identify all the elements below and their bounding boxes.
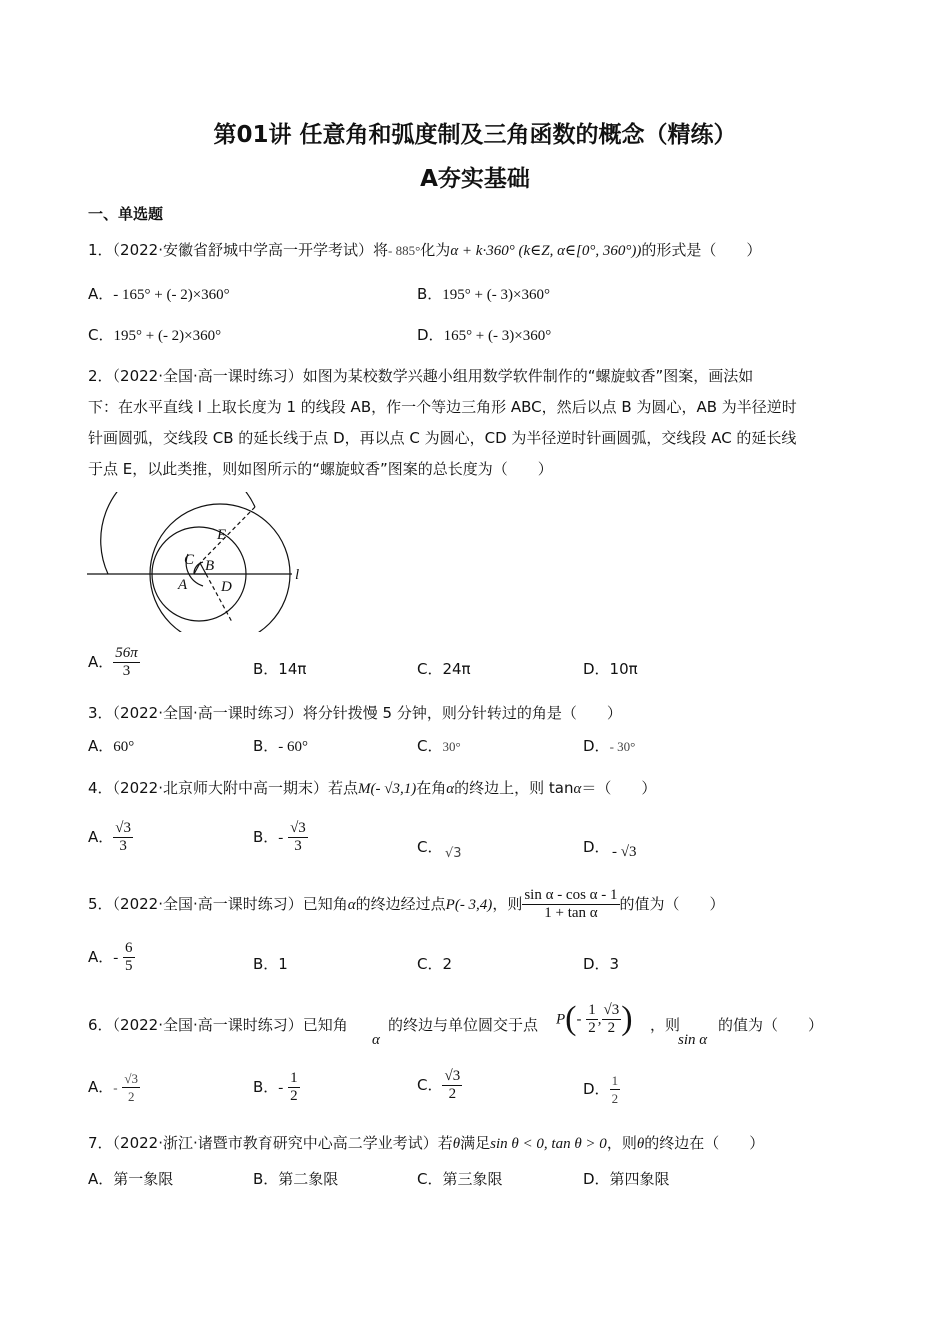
q6-option-b[interactable]: [253, 1070, 300, 1105]
option-value: 195° + (- 2)×360°: [113, 328, 222, 344]
q7-option-a[interactable]: A．第一象限: [88, 1170, 174, 1188]
q1-option-d[interactable]: [417, 324, 551, 345]
fraction-den: 1 + tan α: [544, 905, 598, 921]
dashed-line: [200, 507, 255, 563]
q2-text: （2022·全国·高一课时练习）如图为某校数学兴趣小组用数学软件制作的“螺旋蚊香”图案，画法如: [112, 367, 754, 385]
arc-outer: [101, 492, 255, 574]
q3-option-c[interactable]: [417, 735, 461, 756]
q1-option-c[interactable]: [88, 324, 221, 345]
question-3: [88, 703, 622, 723]
alpha-symbol: α: [372, 1032, 380, 1048]
option-label: D．: [583, 1080, 610, 1098]
fraction: [113, 645, 140, 680]
q4-option-a[interactable]: [88, 820, 133, 855]
fraction-den: 2: [607, 1019, 616, 1036]
label-c: C: [184, 552, 195, 568]
fraction-den: 2: [588, 1019, 596, 1036]
q5-text: （2022·全国·高一课时练习）已知角: [112, 895, 348, 913]
question-2-line3: 针画圆弧，交线段 CB 的延长线于点 D，再以点 C 为圆心，CD 为半径逆时针画圆弧，交线段 AC 的延长线: [88, 429, 797, 447]
q5-number: 5．: [88, 895, 113, 913]
option-label: A．: [88, 1078, 114, 1096]
fraction-den: 2: [611, 1091, 619, 1106]
fraction-den: 3: [294, 838, 302, 854]
fraction-num: 1: [611, 1073, 619, 1088]
fraction-num: sin α - cos α - 1: [524, 887, 618, 903]
q1-source: （2022·安徽省舒城中学高一开学考试）: [112, 241, 373, 259]
q3-option-d[interactable]: [583, 735, 635, 756]
q1-value: - 885°: [388, 243, 421, 258]
q6-sin: sin α: [678, 1032, 708, 1048]
option-label: B．: [417, 285, 443, 303]
minus-sign: -: [576, 1011, 582, 1028]
alpha-symbol: α: [347, 897, 356, 913]
fraction-den: 3: [122, 663, 131, 679]
option-label: A．: [88, 828, 114, 846]
q4-text: 在角: [416, 779, 447, 797]
q4-option-c-value: √3: [445, 846, 462, 861]
section-heading: 一、单选题: [88, 205, 164, 223]
q6-point: P(- $\frac{1}{2}$ , $\frac{√3}{2}$ ): [556, 1000, 633, 1037]
fraction: [586, 1002, 598, 1037]
alpha-symbol: α: [573, 781, 582, 797]
q2-option-b[interactable]: B．14π: [253, 660, 307, 678]
fraction: [288, 820, 308, 855]
q1-number: 1．: [88, 241, 113, 259]
q3-option-a[interactable]: [88, 735, 134, 756]
q4-text: ＝（ ）: [581, 779, 657, 797]
fraction-num: √3: [444, 1068, 461, 1084]
fraction: [113, 820, 133, 855]
q5-option-d[interactable]: D．3: [583, 955, 620, 973]
q6-text: 的值为（ ）: [718, 1016, 824, 1034]
q4-point: M(- √3,1): [358, 781, 417, 797]
q3-number: 3．: [88, 704, 113, 722]
q3-text: （2022·全国·高一课时练习）将分针拨慢 5 分钟，则分针转过的角是（ ）: [112, 704, 622, 722]
q4-option-d-value: - √3: [612, 844, 637, 860]
fraction: [123, 940, 135, 975]
q7-condition: sin θ < 0, tan θ > 0: [490, 1136, 607, 1152]
page-title: 第01讲 任意角和弧度制及三角函数的概念（精练）: [213, 122, 737, 148]
q1-text: 的形式是（ ）: [641, 241, 762, 259]
q2-option-c[interactable]: C．24π: [417, 660, 471, 678]
spiral-figure: [80, 492, 320, 632]
q4-number: 4．: [88, 779, 113, 797]
q5-text: 的终边经过点: [355, 895, 446, 913]
fraction-num: 56π: [115, 645, 138, 661]
question-2-line2: 下：在水平直线 l 上取长度为 1 的线段 AB，作一个等边三角形 ABC，然后以点 B 为圆心，AB 为半径逆时: [88, 398, 797, 416]
option-value: 30°: [442, 739, 461, 754]
q5-option-b[interactable]: B．1: [253, 955, 288, 973]
minus-sign: -: [113, 1080, 118, 1095]
option-label: D．: [583, 838, 610, 856]
alpha-symbol: α: [446, 781, 455, 797]
question-2-line1: [88, 366, 753, 386]
q1-text: 将: [373, 241, 389, 259]
option-label: B．: [253, 1078, 279, 1096]
fraction-den: 2: [448, 1086, 457, 1102]
q5-option-c[interactable]: C．2: [417, 955, 453, 973]
q1-option-a[interactable]: [88, 283, 230, 304]
fraction-num: 6: [125, 940, 133, 956]
option-label: C．: [417, 737, 443, 755]
option-label: D．: [417, 326, 444, 344]
q2-option-d[interactable]: D．10π: [583, 660, 638, 678]
q6-text: ，则: [650, 1016, 681, 1034]
option-value: - 165° + (- 2)×360°: [113, 287, 230, 303]
q5-point: P(- 3,4): [445, 897, 493, 913]
fraction-den: 5: [125, 958, 133, 974]
q7-text: 满足: [460, 1134, 491, 1152]
arc-large-circle: [150, 504, 290, 632]
option-label: B．: [253, 828, 279, 846]
question-7: [88, 1133, 764, 1154]
minus-sign: -: [278, 830, 284, 846]
q6-option-c[interactable]: [417, 1068, 462, 1103]
q5-text: 的值为（ ）: [619, 895, 725, 913]
q7-text: ，则: [606, 1134, 637, 1152]
question-4: [88, 778, 656, 799]
q6-text: 的终边与单位圆交于点: [388, 1016, 539, 1034]
option-label: A．: [88, 653, 114, 671]
page-subtitle: A夯实基础: [420, 166, 530, 192]
q7-option-c[interactable]: C．第三象限: [417, 1170, 503, 1188]
fraction-num: 1: [588, 1001, 596, 1018]
option-label: D．: [583, 737, 610, 755]
q4-option-b[interactable]: [253, 820, 308, 855]
q4-option-c[interactable]: [417, 836, 442, 857]
fraction-den: 2: [290, 1088, 298, 1104]
q5-option-a[interactable]: [88, 940, 135, 975]
label-d: D: [221, 579, 232, 595]
fraction-den: 3: [119, 838, 127, 854]
label-l: l: [295, 567, 300, 583]
option-value: 60°: [113, 739, 135, 755]
theta-symbol: θ: [636, 1136, 645, 1152]
fraction: [442, 1068, 462, 1103]
q6-option-d[interactable]: [583, 1072, 620, 1107]
option-value: - 60°: [278, 739, 309, 755]
q7-text: 的终边在（ ）: [644, 1134, 765, 1152]
q3-option-b[interactable]: [253, 735, 308, 756]
label-b: B: [205, 558, 215, 574]
q2-number: 2．: [88, 367, 113, 385]
option-label: A．: [88, 737, 114, 755]
q5-text: ，则: [492, 895, 523, 913]
fraction-num: √3: [603, 1001, 620, 1018]
fraction-den: 2: [127, 1089, 135, 1104]
q6-text: （2022·全国·高一课时练习）已知角: [112, 1016, 348, 1034]
q2-option-a[interactable]: [88, 645, 140, 680]
question-6: [88, 1015, 348, 1035]
fraction-num: 1: [290, 1070, 298, 1086]
minus-sign: -: [278, 1080, 284, 1096]
minus-sign: -: [113, 950, 119, 966]
option-label: C．: [88, 326, 114, 344]
q7-number: 7．: [88, 1134, 113, 1152]
fraction: [602, 1002, 622, 1037]
q7-text: （2022·浙江·诸暨市教育研究中心高二学业考试）若: [112, 1134, 453, 1152]
q7-option-b[interactable]: B．第二象限: [253, 1170, 339, 1188]
q6-option-a[interactable]: [88, 1070, 140, 1105]
theta-symbol: θ: [452, 1136, 461, 1152]
q4-option-d[interactable]: [583, 836, 610, 857]
option-label: A．: [88, 285, 114, 303]
q6-number: 6．: [88, 1016, 113, 1034]
q4-text: 的终边上，则 tan: [454, 779, 574, 797]
option-label: A．: [88, 948, 114, 966]
fraction: [122, 1070, 140, 1105]
option-value: - 30°: [609, 739, 636, 754]
question-2-line4: 于点 E，以此类推，则如图所示的“螺旋蚊香”图案的总长度为（ ）: [88, 460, 553, 478]
fraction-num: √3: [115, 820, 131, 836]
fraction: [288, 1070, 300, 1105]
q1-form: α + k·360° (k∈Z, α∈[0°, 360°)): [450, 243, 642, 259]
label-a: A: [178, 577, 188, 593]
question-5: [88, 887, 725, 922]
option-label: C．: [417, 838, 443, 856]
option-value: 195° + (- 3)×360°: [442, 287, 550, 303]
q1-text: 化为: [420, 241, 451, 259]
label-e: E: [217, 527, 227, 543]
option-label: C．: [417, 1076, 443, 1094]
fraction-num: √3: [290, 820, 306, 836]
question-1: [88, 240, 761, 261]
option-label: B．: [253, 737, 279, 755]
fraction: [610, 1072, 621, 1107]
q4-text: （2022·北京师大附中高一期末）若点: [112, 779, 358, 797]
q7-option-d[interactable]: D．第四象限: [583, 1170, 670, 1188]
option-value: 165° + (- 3)×360°: [443, 328, 552, 344]
point-p: P: [556, 1011, 566, 1028]
q5-expression: [522, 887, 619, 922]
fraction-num: √3: [124, 1071, 139, 1086]
q1-option-b[interactable]: [417, 283, 550, 304]
